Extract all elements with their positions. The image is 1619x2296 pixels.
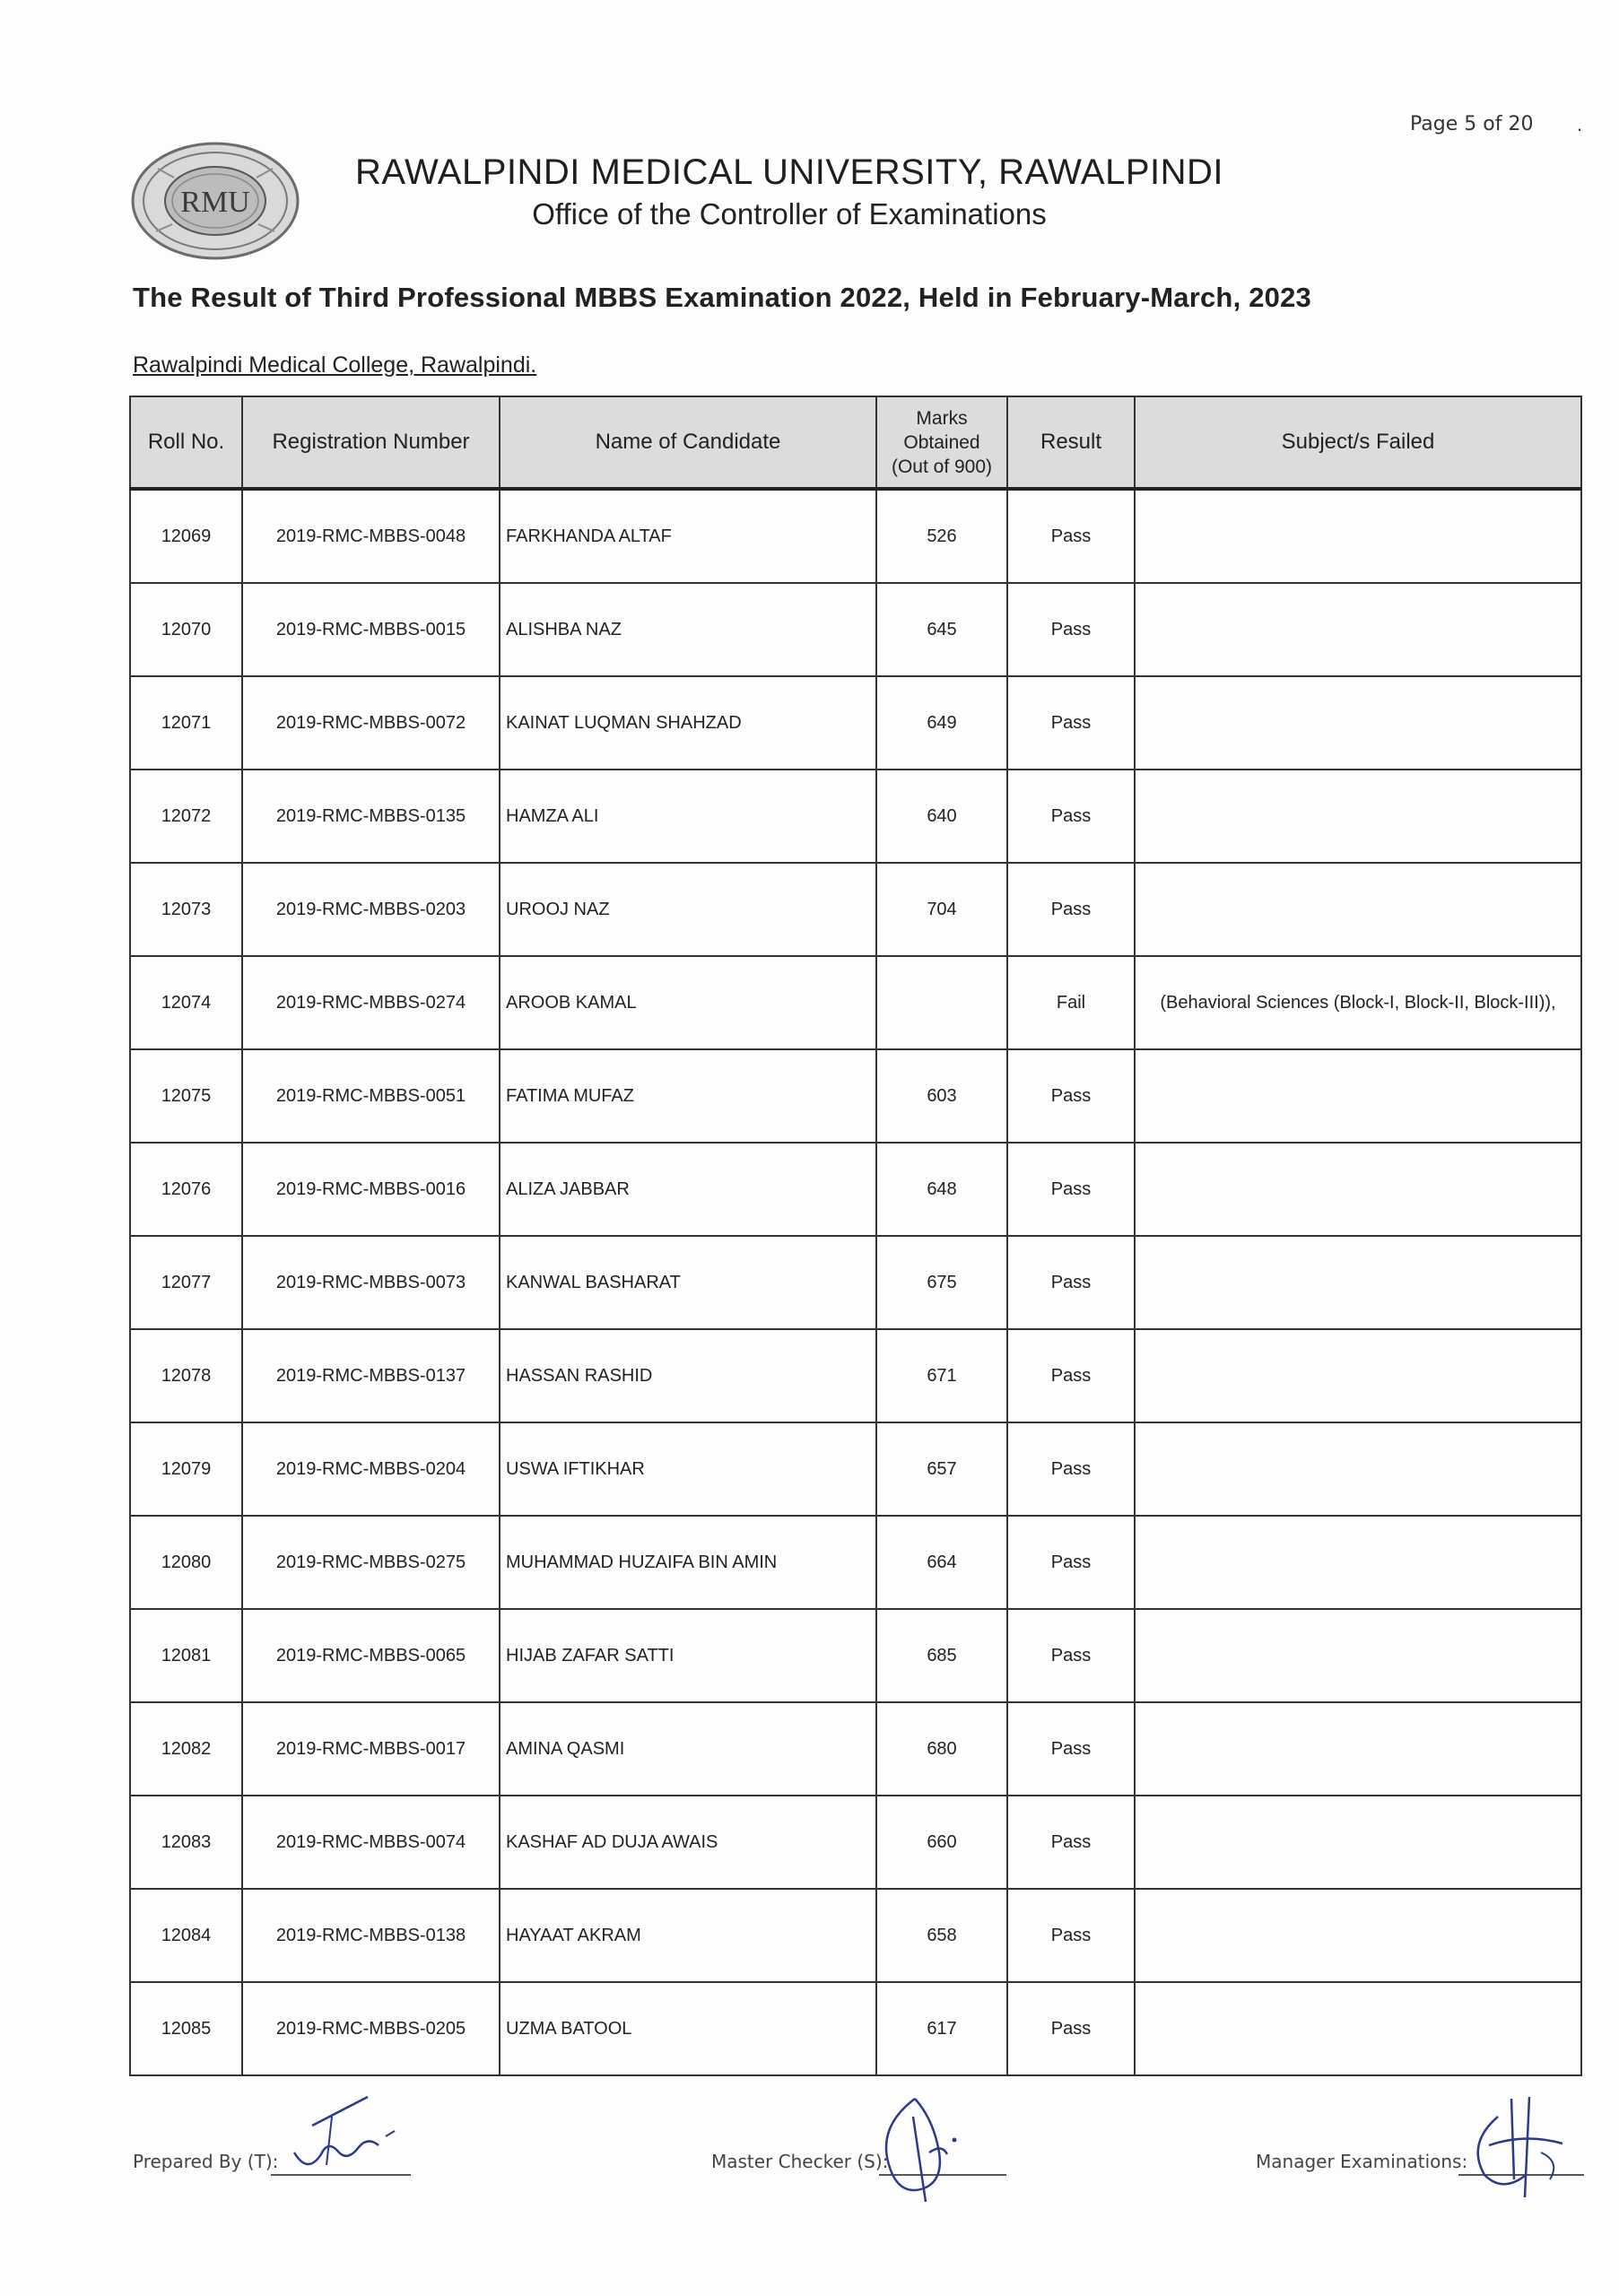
prepared-by-label: Prepared By (T): [133,2151,279,2172]
page-number: Page 5 of 20 [1410,113,1534,135]
cell-subjects-failed [1135,1422,1581,1516]
table-row [130,489,1581,583]
cell-registration-number: 2019-RMC-MBBS-0205 [242,1982,500,2075]
cell-marks-obtained: 675 [876,1236,1007,1329]
cell-subjects-failed [1135,1609,1581,1702]
cell-candidate-name: UROOJ NAZ [500,863,876,956]
cell-result: Fail [1007,956,1135,1049]
cell-marks-obtained: 617 [876,1982,1007,2075]
header-result: Result [1007,396,1135,489]
cell-result: Pass [1007,1796,1135,1889]
table-row [130,676,1581,770]
table-row [130,1609,1581,1702]
cell-candidate-name: KASHAF AD DUJA AWAIS [500,1796,876,1889]
header-marks-line3: (Out of 900) [891,456,993,477]
cell-result: Pass [1007,1236,1135,1329]
cell-result: Pass [1007,1329,1135,1422]
cell-marks-obtained: 704 [876,863,1007,956]
header-candidate-name: Name of Candidate [500,396,876,489]
cell-candidate-name: HAYAAT AKRAM [500,1889,876,1982]
table-row [130,1702,1581,1796]
cell-registration-number: 2019-RMC-MBBS-0275 [242,1516,500,1609]
cell-candidate-name: ALIZA JABBAR [500,1143,876,1236]
cell-registration-number: 2019-RMC-MBBS-0204 [242,1422,500,1516]
cell-subjects-failed [1135,1796,1581,1889]
cell-candidate-name: ALISHBA NAZ [500,583,876,676]
prepared-by-signature [285,2090,402,2179]
cell-subjects-failed [1135,1702,1581,1796]
table-header-row [130,396,1581,489]
header-subjects-failed: Subject/s Failed [1135,396,1581,489]
cell-candidate-name: FARKHANDA ALTAF [500,489,876,583]
cell-candidate-name: KAINAT LUQMAN SHAHZAD [500,676,876,770]
table-row [130,1143,1581,1236]
cell-subjects-failed [1135,583,1581,676]
cell-candidate-name: UZMA BATOOL [500,1982,876,2075]
cell-roll-no: 12081 [130,1609,242,1702]
cell-roll-no: 12077 [130,1236,242,1329]
cell-registration-number: 2019-RMC-MBBS-0137 [242,1329,500,1422]
cell-candidate-name: KANWAL BASHARAT [500,1236,876,1329]
cell-marks-obtained: 658 [876,1889,1007,1982]
seal-lettering: RMU [180,186,250,219]
cell-subjects-failed [1135,1143,1581,1236]
cell-result: Pass [1007,1516,1135,1609]
cell-subjects-failed [1135,1982,1581,2075]
results-table [129,396,1582,2076]
cell-result: Pass [1007,1143,1135,1236]
master-checker-signature [861,2090,987,2206]
table-row [130,770,1581,863]
cell-roll-no: 12079 [130,1422,242,1516]
cell-registration-number: 2019-RMC-MBBS-0138 [242,1889,500,1982]
cell-result: Pass [1007,676,1135,770]
cell-roll-no: 12083 [130,1796,242,1889]
cell-result: Pass [1007,1049,1135,1143]
cell-roll-no: 12078 [130,1329,242,1422]
table-row [130,1422,1581,1516]
cell-registration-number: 2019-RMC-MBBS-0051 [242,1049,500,1143]
table-row [130,956,1581,1049]
table-row [130,1982,1581,2075]
office-name: Office of the Controller of Examinations [532,197,1047,230]
manager-examinations-signature [1462,2090,1579,2206]
cell-marks-obtained: 660 [876,1796,1007,1889]
cell-marks-obtained [876,956,1007,1049]
cell-candidate-name: MUHAMMAD HUZAIFA BIN AMIN [500,1516,876,1609]
cell-registration-number: 2019-RMC-MBBS-0274 [242,956,500,1049]
master-checker-label: Master Checker (S): [711,2151,889,2172]
cell-marks-obtained: 648 [876,1143,1007,1236]
table-row [130,1329,1581,1422]
cell-roll-no: 12076 [130,1143,242,1236]
cell-result: Pass [1007,1889,1135,1982]
cell-registration-number: 2019-RMC-MBBS-0073 [242,1236,500,1329]
cell-candidate-name: HASSAN RASHID [500,1329,876,1422]
cell-registration-number: 2019-RMC-MBBS-0074 [242,1796,500,1889]
cell-marks-obtained: 649 [876,676,1007,770]
cell-subjects-failed [1135,676,1581,770]
cell-roll-no: 12084 [130,1889,242,1982]
cell-subjects-failed [1135,1329,1581,1422]
cell-result: Pass [1007,863,1135,956]
header-roll-no: Roll No. [130,396,242,489]
cell-candidate-name: HIJAB ZAFAR SATTI [500,1609,876,1702]
cell-registration-number: 2019-RMC-MBBS-0017 [242,1702,500,1796]
cell-subjects-failed: (Behavioral Sciences (Block-I, Block-II, Block-III)), [1135,956,1581,1049]
cell-candidate-name: AMINA QASMI [500,1702,876,1796]
cell-roll-no: 12075 [130,1049,242,1143]
cell-roll-no: 12074 [130,956,242,1049]
cell-subjects-failed [1135,863,1581,956]
cell-result: Pass [1007,770,1135,863]
cell-result: Pass [1007,1422,1135,1516]
cell-subjects-failed [1135,489,1581,583]
cell-registration-number: 2019-RMC-MBBS-0072 [242,676,500,770]
cell-result: Pass [1007,583,1135,676]
cell-subjects-failed [1135,1236,1581,1329]
cell-marks-obtained: 680 [876,1702,1007,1796]
cell-marks-obtained: 664 [876,1516,1007,1609]
table-row [130,1889,1581,1982]
cell-marks-obtained: 603 [876,1049,1007,1143]
cell-subjects-failed [1135,770,1581,863]
exam-title: The Result of Third Professional MBBS Examination 2022, Held in February-March, 2023 [133,282,1311,313]
cell-roll-no: 12082 [130,1702,242,1796]
cell-registration-number: 2019-RMC-MBBS-0016 [242,1143,500,1236]
cell-roll-no: 12072 [130,770,242,863]
cell-registration-number: 2019-RMC-MBBS-0135 [242,770,500,863]
manager-examinations-label: Manager Examinations: [1256,2151,1468,2172]
cell-marks-obtained: 685 [876,1609,1007,1702]
cell-registration-number: 2019-RMC-MBBS-0065 [242,1609,500,1702]
cell-registration-number: 2019-RMC-MBBS-0048 [242,489,500,583]
cell-registration-number: 2019-RMC-MBBS-0203 [242,863,500,956]
cell-marks-obtained: 671 [876,1329,1007,1422]
cell-candidate-name: USWA IFTIKHAR [500,1422,876,1516]
cell-roll-no: 12073 [130,863,242,956]
cell-roll-no: 12080 [130,1516,242,1609]
table-row [130,583,1581,676]
cell-marks-obtained: 657 [876,1422,1007,1516]
cell-roll-no: 12071 [130,676,242,770]
cell-candidate-name: FATIMA MUFAZ [500,1049,876,1143]
cell-marks-obtained: 645 [876,583,1007,676]
table-row [130,1796,1581,1889]
cell-candidate-name: AROOB KAMAL [500,956,876,1049]
cell-subjects-failed [1135,1049,1581,1143]
college-name: Rawalpindi Medical College, Rawalpindi. [133,352,537,378]
header-marks-line1: Marks [916,407,968,429]
cell-marks-obtained: 640 [876,770,1007,863]
header-marks-obtained [876,396,1007,489]
cell-roll-no: 12069 [130,489,242,583]
table-row [130,1049,1581,1143]
trailing-mark: . [1577,113,1583,135]
cell-subjects-failed [1135,1516,1581,1609]
cell-candidate-name: HAMZA ALI [500,770,876,863]
header-registration-number: Registration Number [242,396,500,489]
cell-roll-no: 12070 [130,583,242,676]
cell-registration-number: 2019-RMC-MBBS-0015 [242,583,500,676]
cell-result: Pass [1007,1609,1135,1702]
table-row [130,863,1581,956]
cell-result: Pass [1007,1702,1135,1796]
table-row [130,1236,1581,1329]
cell-subjects-failed [1135,1889,1581,1982]
cell-marks-obtained: 526 [876,489,1007,583]
table-row [130,1516,1581,1609]
university-name: RAWALPINDI MEDICAL UNIVERSITY, RAWALPINDI [354,152,1224,192]
header-marks-line2: Obtained [903,431,980,453]
cell-roll-no: 12085 [130,1982,242,2075]
cell-result: Pass [1007,1982,1135,2075]
cell-result: Pass [1007,489,1135,583]
